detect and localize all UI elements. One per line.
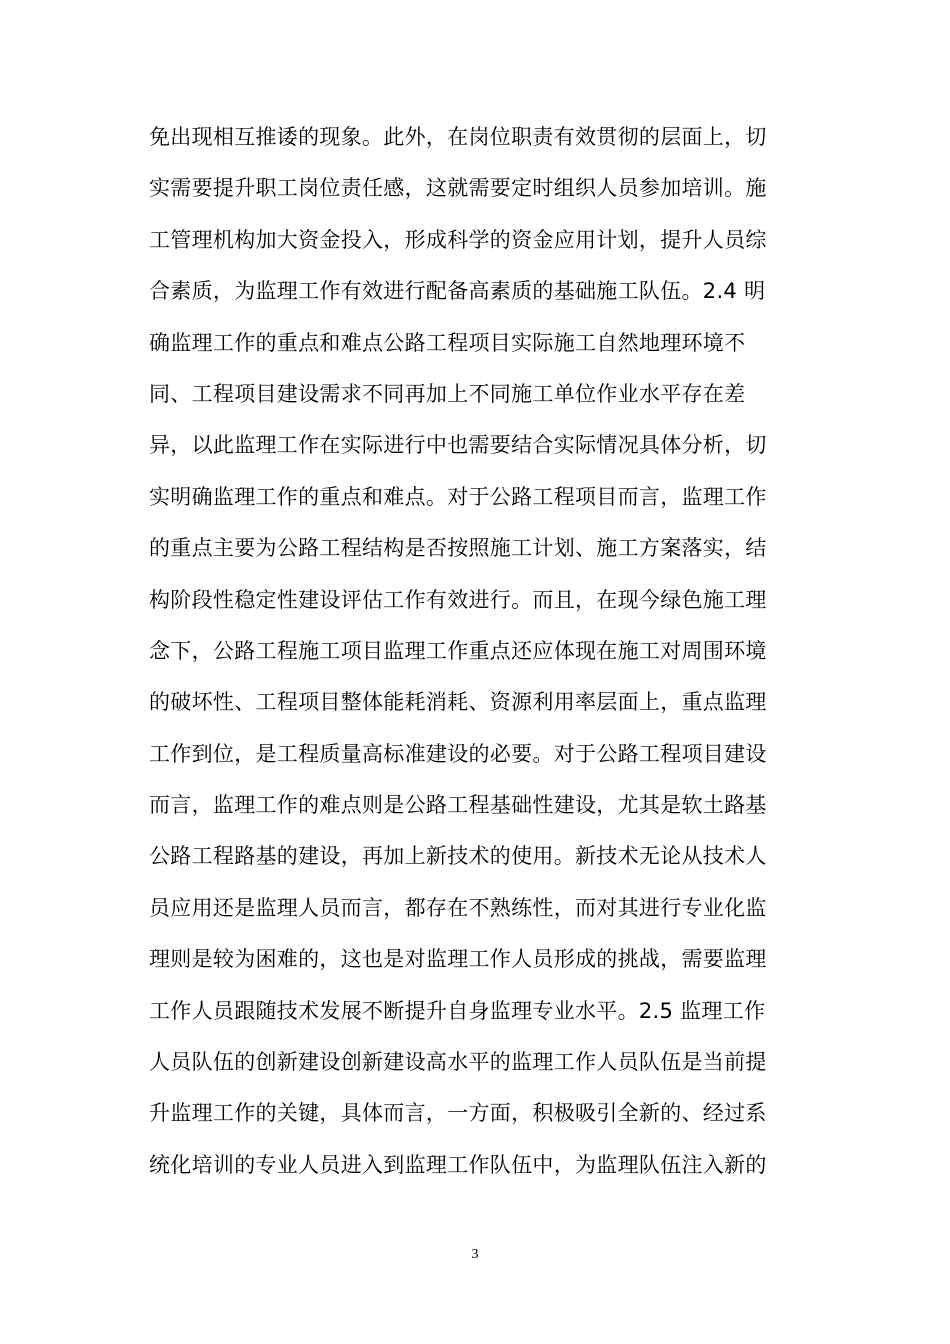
text-line: 升监理工作的关键，具体而言，一方面，积极吸引全新的、经过系 (149, 1101, 767, 1126)
text-line: 工管理机构加大资金投入，形成科学的资金应用计划，提升人员综 (149, 227, 767, 252)
text-line: 人员队伍的创新建设创新建设高水平的监理工作人员队伍是当前提 (149, 1050, 767, 1075)
text-line: 员应用还是监理人员而言，都存在不熟练性，而对其进行专业化监 (149, 895, 767, 920)
text-line: 念下，公路工程施工项目监理工作重点还应体现在施工对周围环境 (149, 638, 767, 663)
text-line: 构阶段性稳定性建设评估工作有效进行。而且，在现今绿色施工理 (149, 587, 767, 612)
text-line: 合素质，为监理工作有效进行配备高素质的基础施工队伍。2.4 明 (149, 279, 766, 304)
text-line: 工作人员跟随技术发展不断提升自身监理专业水平。2.5 监理工作 (149, 998, 766, 1023)
text-line: 公路工程路基的建设，再加上新技术的使用。新技术无论从技术人 (149, 844, 767, 869)
text-line: 的破坏性、工程项目整体能耗消耗、资源利用率层面上，重点监理 (149, 690, 767, 715)
text-line: 实明确监理工作的重点和难点。对于公路工程项目而言，监理工作 (149, 484, 767, 509)
body-text (149, 112, 809, 1191)
text-line: 的重点主要为公路工程结构是否按照施工计划、施工方案落实，结 (149, 536, 767, 561)
text-line: 免出现相互推诿的现象。此外，在岗位职责有效贯彻的层面上，切 (149, 125, 767, 149)
text-line: 同、工程项目建设需求不同再加上不同施工单位作业水平存在差 (149, 381, 746, 406)
page-number: 3 (471, 1247, 479, 1262)
text-line: 实需要提升职工岗位责任感，这就需要定时组织人员参加培训。施 (149, 176, 767, 201)
text-line: 理则是较为困难的，这也是对监理工作人员形成的挑战，需要监理 (149, 947, 767, 972)
text-line: 而言，监理工作的难点则是公路工程基础性建设，尤其是软土路基 (149, 793, 767, 818)
text-line: 确监理工作的重点和难点公路工程项目实际施工自然地理环境不 (149, 330, 746, 355)
text-line: 统化培训的专业人员进入到监理工作队伍中，为监理队伍注入新的 (149, 1152, 767, 1177)
text-line: 工作到位，是工程质量高标准建设的必要。对于公路工程项目建设 (149, 741, 767, 766)
text-line: 异，以此监理工作在实际进行中也需要结合实际情况具体分析，切 (149, 433, 767, 458)
